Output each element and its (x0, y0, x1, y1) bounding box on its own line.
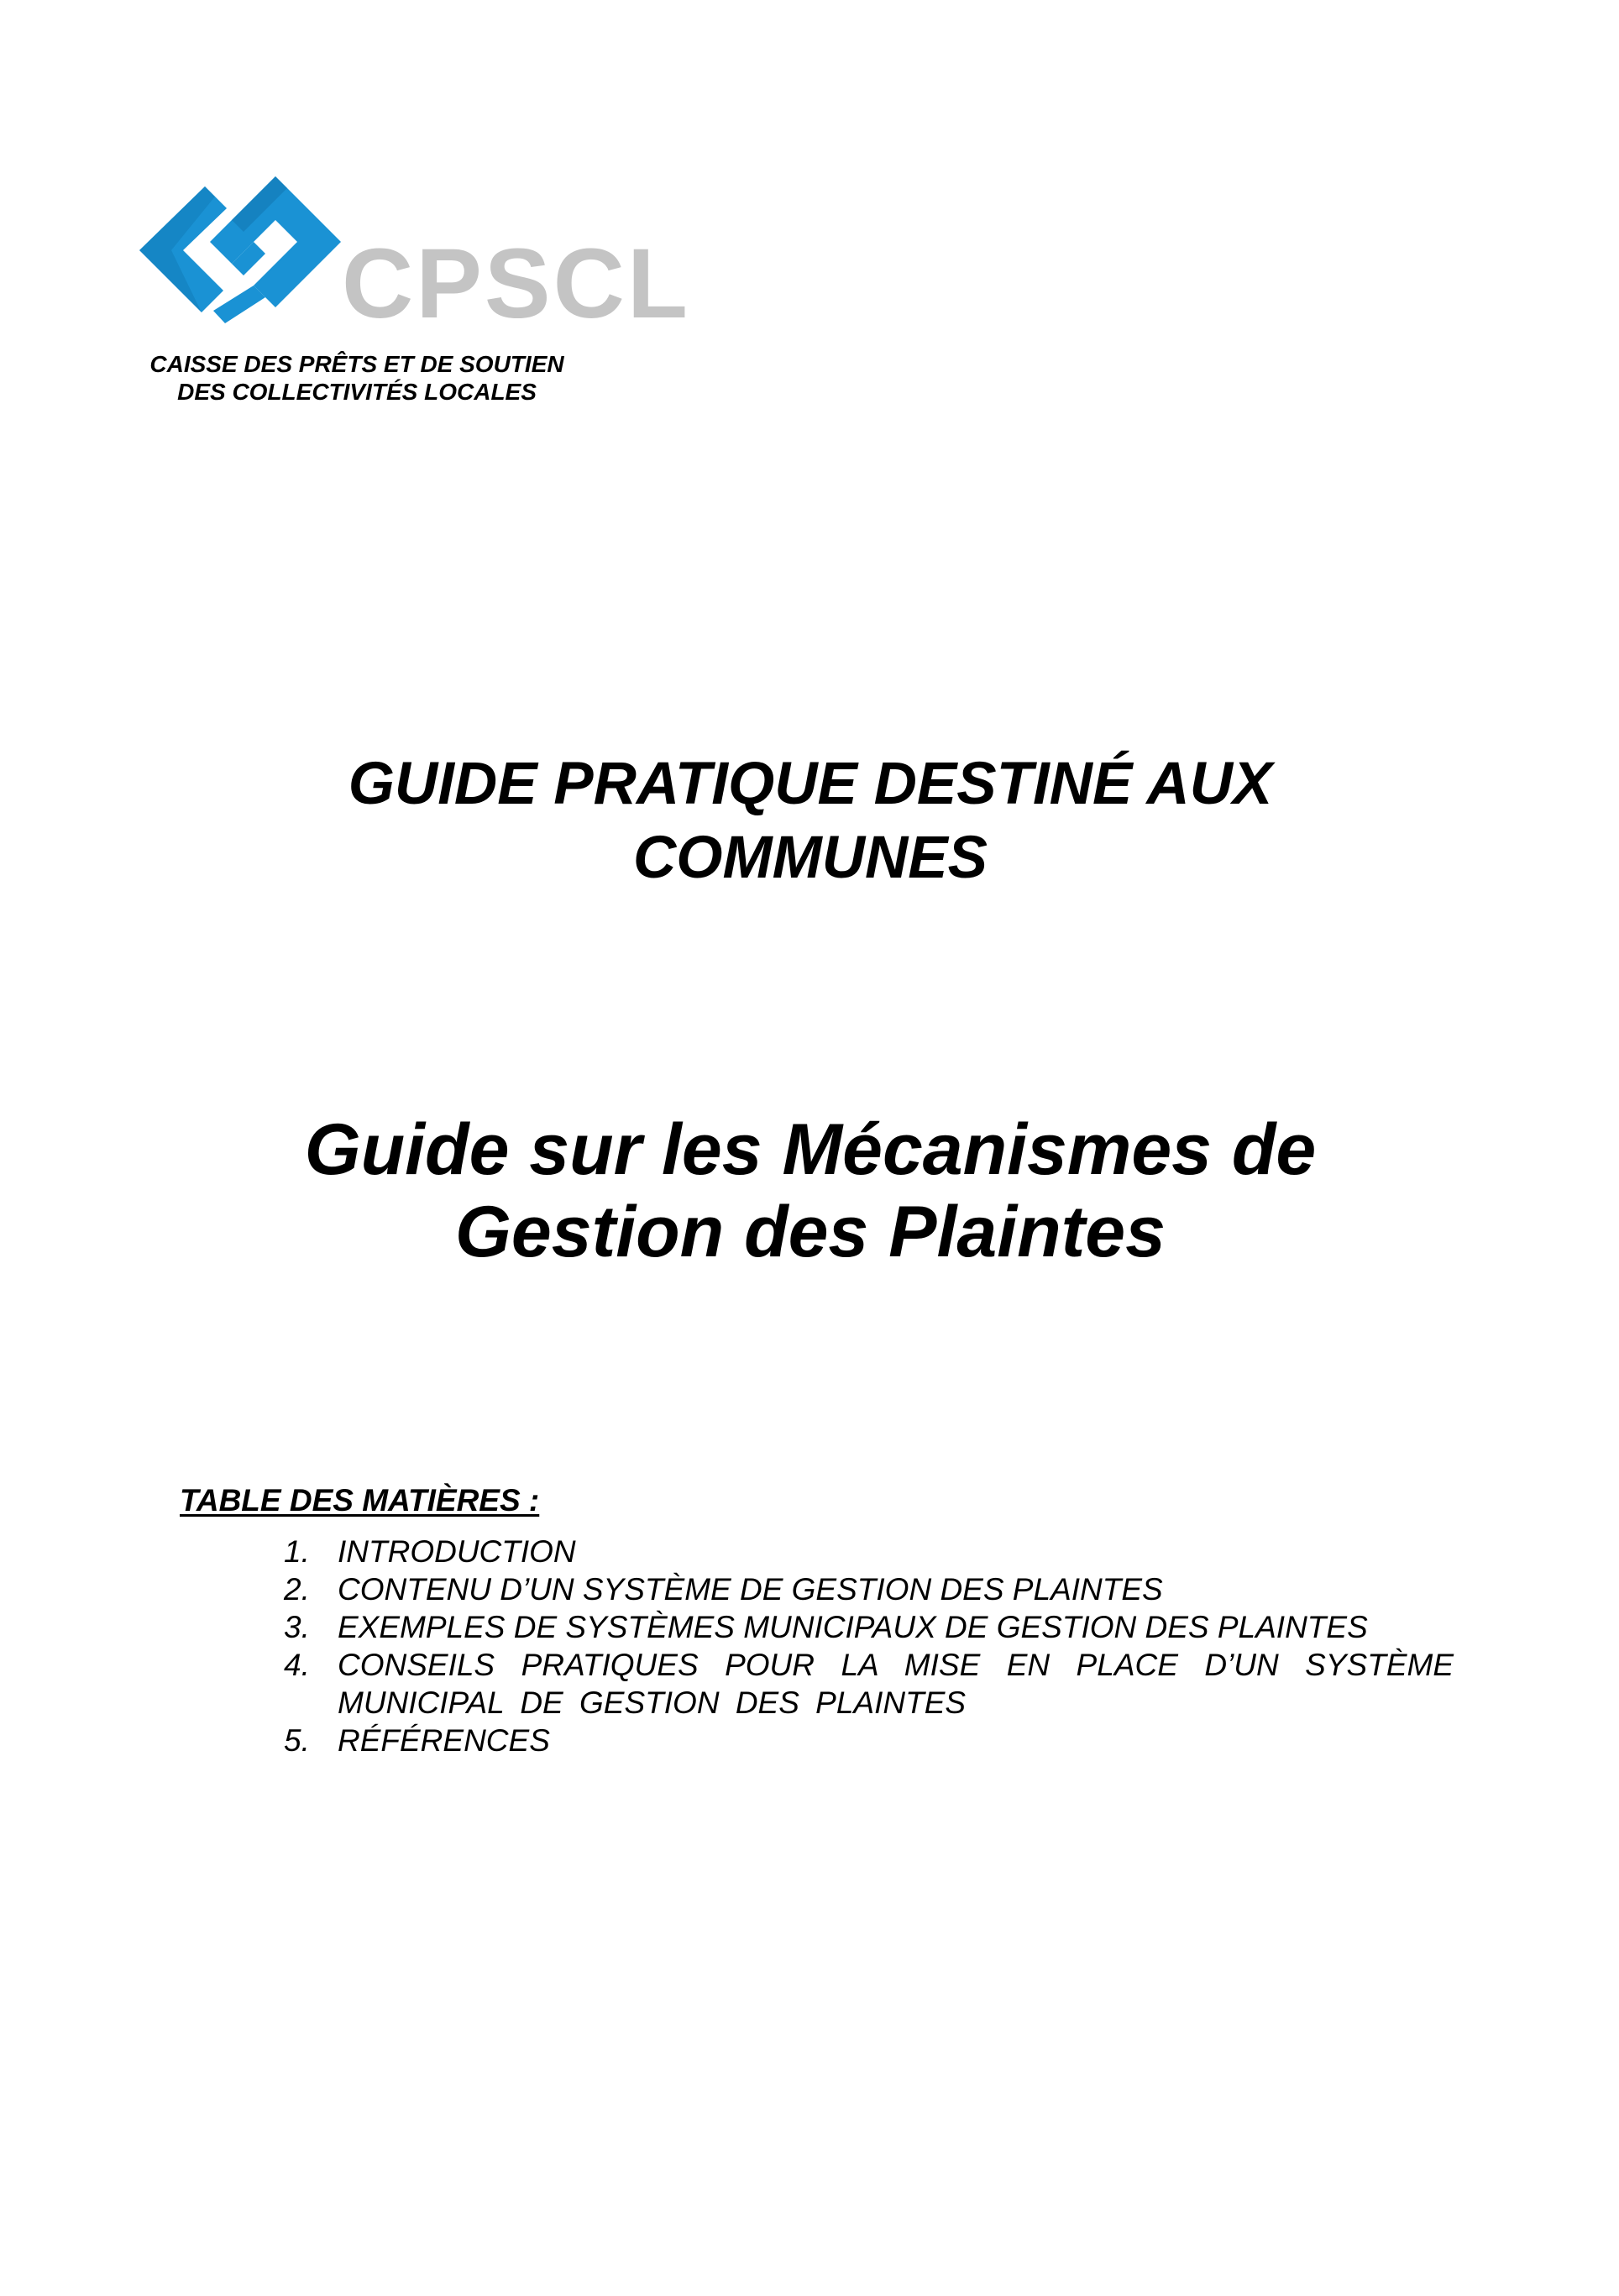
guide-heading-line-1: GUIDE PRATIQUE DESTINÉ AUX (348, 751, 1273, 817)
toc-item-number: 3. (284, 1610, 310, 1644)
toc-item (284, 1646, 1454, 1722)
guide-heading-line-2: COMMUNES (632, 825, 988, 891)
toc-item-label: INTRODUCTION (338, 1534, 576, 1569)
organization-name-line-1: CAISSE DES PRÊTS ET DE SOUTIEN (149, 351, 564, 377)
cpscl-logo (134, 172, 690, 416)
toc-item-number: 4. (284, 1648, 310, 1682)
organization-name (134, 350, 579, 406)
table-of-contents-heading: TABLE DES MATIÈRES : (180, 1483, 540, 1518)
toc-item (284, 1570, 1454, 1608)
toc-item-number: 1. (284, 1534, 310, 1569)
logo-wordmark: CPSCL (342, 228, 690, 339)
document-title-line-2: Gestion des Plaintes (455, 1192, 1166, 1272)
toc-item-number: 5. (284, 1723, 310, 1758)
toc-item (284, 1533, 1454, 1570)
organization-name-line-2: DES COLLECTIVITÉS LOCALES (177, 379, 537, 405)
cpscl-interlocking-squares-logo-icon (139, 176, 349, 323)
toc-item-label: CONTENU D’UN SYSTÈME DE GESTION DES PLAINTES (338, 1572, 1163, 1607)
toc-item-label: CONSEILS PRATIQUES POUR LA MISE EN PLACE D’UN SYSTÈME MUNICIPAL DE GESTION DES PLAINTES (338, 1648, 1454, 1720)
toc-item-label: EXEMPLES DE SYSTÈMES MUNICIPAUX DE GESTION DES PLAINTES (338, 1610, 1368, 1644)
toc-item (284, 1608, 1454, 1646)
table-of-contents (284, 1533, 1454, 1759)
document-title-line-1: Guide sur les Mécanismes de (304, 1109, 1317, 1190)
toc-item-label: RÉFÉRENCES (338, 1723, 550, 1758)
guide-heading (252, 747, 1369, 895)
toc-item-number: 2. (284, 1572, 310, 1607)
toc-item (284, 1722, 1454, 1759)
document-title (210, 1109, 1411, 1273)
